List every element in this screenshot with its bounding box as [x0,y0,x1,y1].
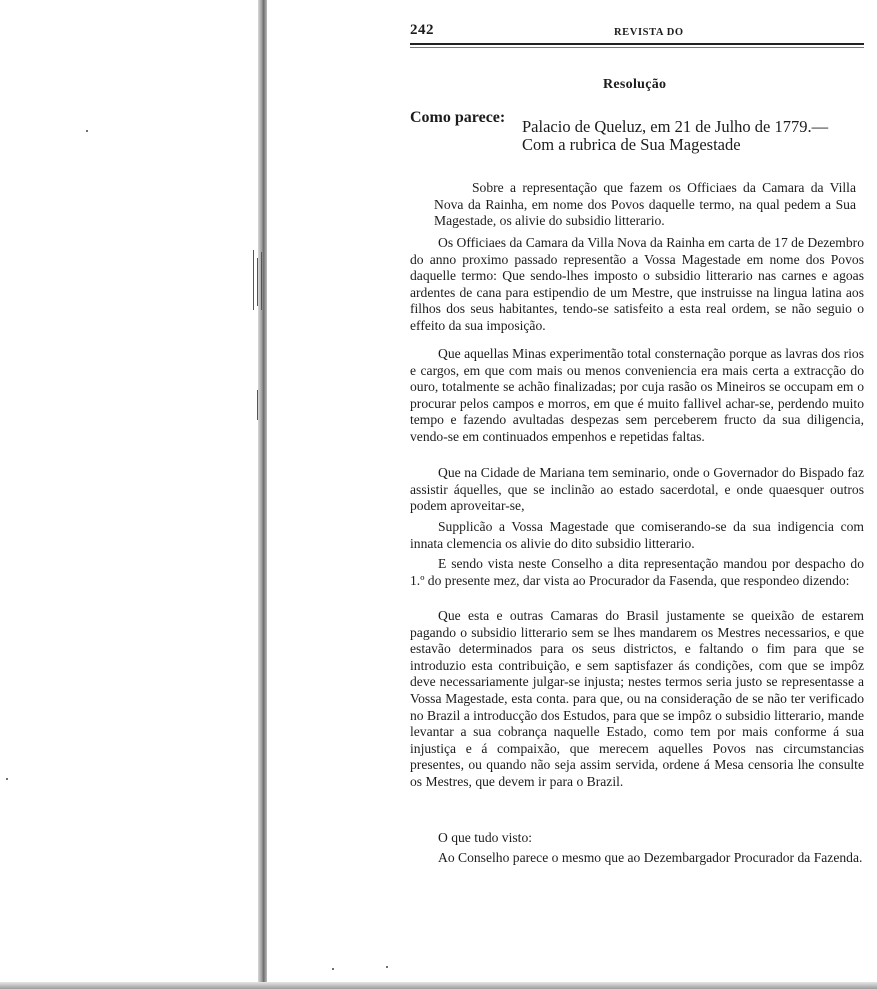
header-rule [410,43,864,45]
body-paragraph-5: E sendo vista neste Conselho a dita representação mandou por despacho do 1.º do presente mez, dar vista ao Procurador da Fasenda, que respondeo dizendo: [410,556,864,588]
body-paragraph-6: Que esta e outras Camaras do Brasil justamente se queixão de estarem pagando o subsidio litterario sem se lhes mandarem os Mestres necessarios, e que estavão determinados para os seus districtos, e faltando o fim para que se introduzio esta contribuição, e sem saptisfazer ás condições, com que se impôz deve necessariamente julgar-se injusta; nestes termos seria justo se representasse a Vossa Magestade, esta conta. para que, ou na consideração de se não ter verificado no Brazil a introducção dos Estudos, para que se impôz o subsidio litterario, mande levantar a sua cobrança naquelle Estado, como tem por mais conforme á sua injustiça e á compaixão, que merecem aquelles Povos nas circumstancias presentes, ou quando não seja assim servida, ordene á Mesa censoria lhe consulte os Mestres, que devem ir para o Brazil. [410,608,864,789]
document-page [392,0,872,989]
scan-speck [86,130,88,132]
parece-label: Como parece: [410,109,506,126]
scan-speck [6,778,8,780]
parece-line-2: Com a rubrica de Sua Magestade [522,135,741,154]
body-paragraph-1: Os Officiaes da Camara da Villa Nova da Rainha em carta de 17 de Dezembro do anno proximo passado representão a Vossa Magestade em nome dos Povos daquelle termo: Que sendo-lhes imposto o subsidio litterario nas carnes e agoas ardentes de cana para estipendio de um Mestre, que instruisse na lingua latina aos filhos dos seus habitantes, tendo-se satisfeito a esta real ordem, se não seguio o effeito da sua imposição. [410,235,864,333]
running-title: REVISTA DO [614,27,684,38]
scan-speck [332,968,334,970]
body-paragraph-4: Supplicão a Vossa Magestade que comiserando-se da sua indigencia com innata clemencia os alivie do dito subsidio litterario. [410,519,864,551]
scan-speck [386,966,388,968]
section-title: Resolução [603,77,667,92]
page-header [392,18,866,46]
body-paragraph-8: Ao Conselho parece o mesmo que ao Dezembargador Procurador da Fazenda. [438,850,863,865]
body-paragraph-7: O que tudo visto: [438,830,533,845]
page-gutter-shadow [258,0,267,989]
header-rule-thin [410,47,864,48]
body-paragraph-2: Que aquellas Minas experimentão total consternação porque as lavras dos rios e cargos, em que com mais ou menos conveniencia era mais certa a extracção do ouro, totalmente se achão finalizadas; por cuja rasão os Mineiros se occupam em o procurar pelos campos e morros, em que é muito fallivel achar-se, perdendo muito tempo e fazendo avultadas despezas sem perceberem fructo da sua diligencia, vendo-se em continuados empenhos e repetidas faltas. [410,346,864,444]
body-paragraph-3: Que na Cidade de Mariana tem seminario, onde o Governador do Bispado faz assistir áquelles, que se inclinão ao estado sacerdotal, e onde quaesquer outros podem aproveitar-se, [410,465,864,514]
parece-text [522,118,872,154]
blank-left-page [0,0,258,989]
gutter-marks [253,250,267,430]
parece-line-1: Palacio de Queluz, em 21 de Julho de 1779.— [522,117,829,136]
summary-paragraph: Sobre a representação que fazem os Officiaes da Camara da Villa Nova da Rainha, em nome dos Povos daquelle termo, na qual pedem a Sua Magestade, os alivie do subsidio litterario. [434,180,856,229]
page-number: 242 [410,22,434,38]
